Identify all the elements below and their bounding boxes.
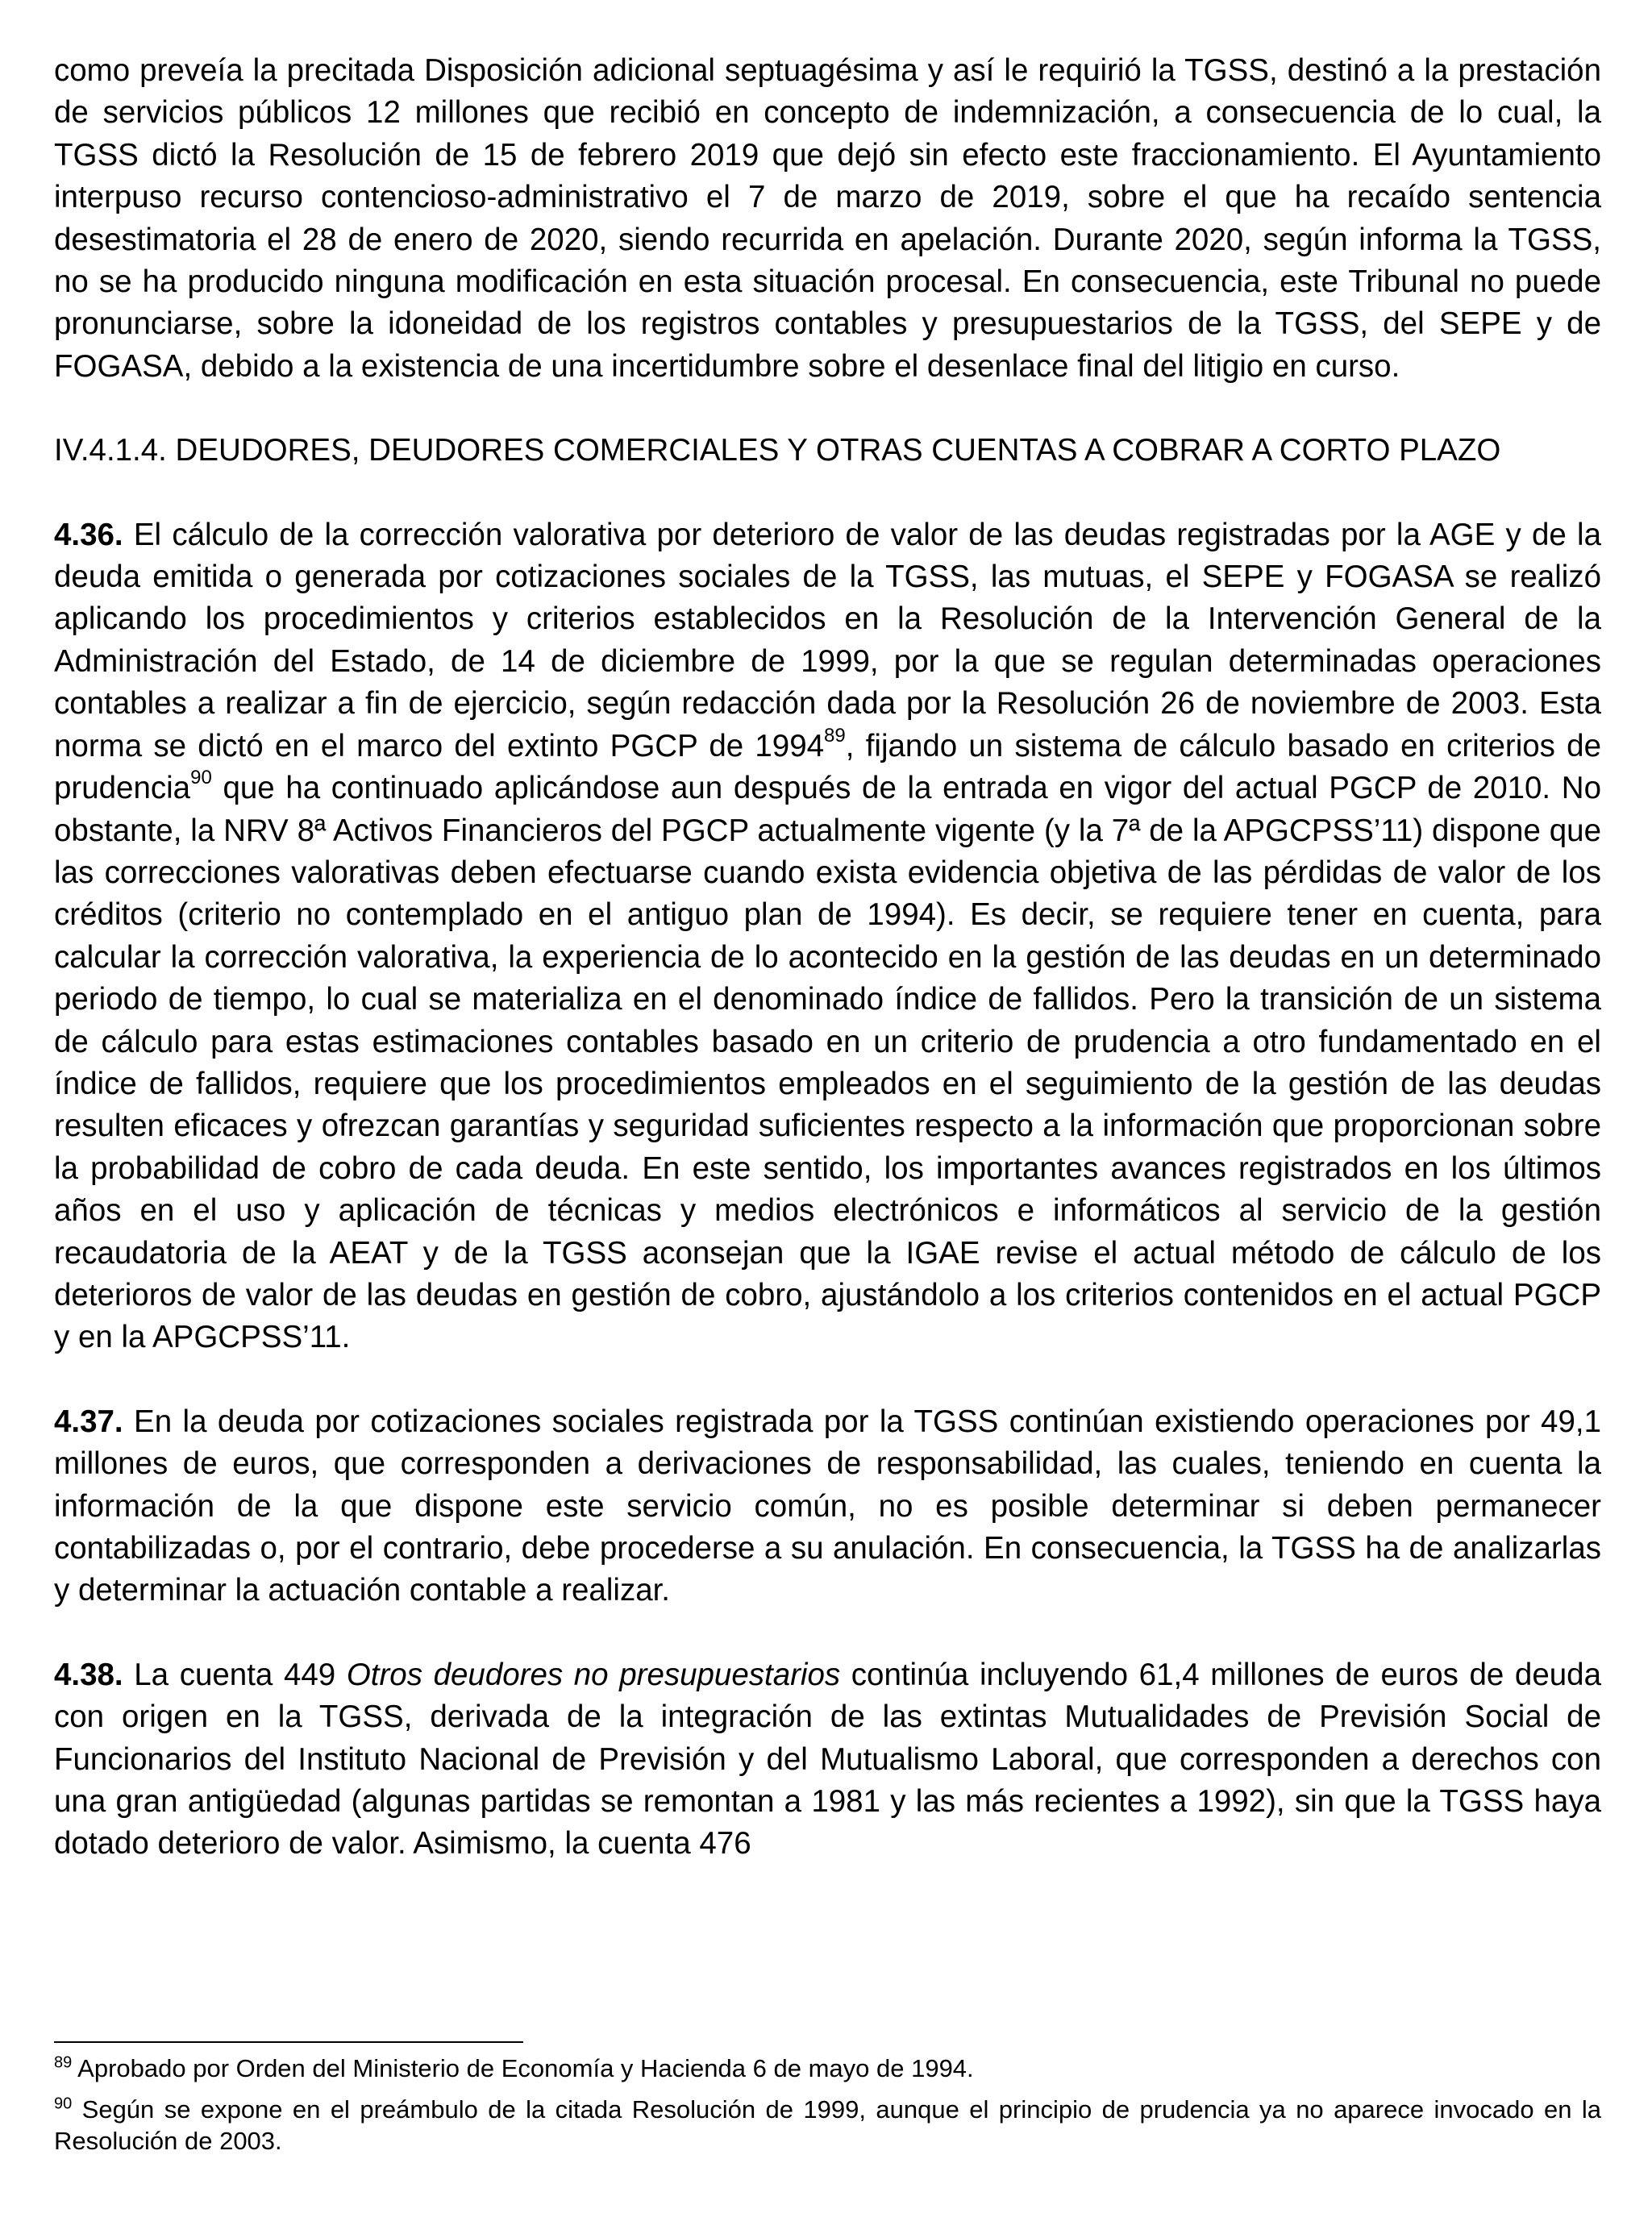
paragraph-text: , fijando un sistema de cálculo basado en criterios de prudencia [54,728,1601,806]
document-body [54,50,1601,1866]
spacer [54,1612,1601,1654]
footnote-90 [54,2094,1601,2157]
footnote-divider [54,2041,523,2043]
footnote-ref-89[interactable]: 89 [824,724,846,747]
spacer [54,1359,1601,1401]
paragraph-4-37 [54,1401,1601,1612]
paragraph-text: El cálculo de la corrección valorativa por deterioro de valor de las deudas registradas por la AGE y de la deuda emitida o generada por cotizaciones sociales de la TGSS, las mutuas, el SEPE y FOGASA se realizó aplicando los procedimientos y criterios establecidos en la Resolución de la Intervención General de la Administración del Estado, de 14 de diciembre de 1999, por la que se regulan determinadas operaciones contables a realizar a fin de ejercicio, según redacción dada por la Resolución 26 de noviembre de 2003. Esta norma se dictó en el marco del extinto PGCP de 1994 [54,517,1601,763]
footnotes [54,2053,1601,2166]
account-name-italic: Otros deudores no presupuestarios [346,1657,841,1692]
footnote-text: Según se expone en el preámbulo de la citada Resolución de 1999, aunque el principio de prudencia ya no aparece invocado en la Resolución de 2003. [54,2095,1601,2155]
spacer [54,388,1601,430]
intro-paragraph: como preveía la precitada Disposición adicional septuagésima y así le requirió la TGSS, destinó a la prestación de servicios públicos 12 millones que recibió en concepto de indemnización, a consecuencia de lo cual, la TGSS dictó la Resolución de 15 de febrero 2019 que dejó sin efecto este fraccionamiento. El Ayuntamiento interpuso recurso contencioso-administrativo el 7 de marzo de 2019, sobre el que ha recaído sentencia desestimatoria el 28 de enero de 2020, siendo recurrida en apelación. Durante 2020, según informa la TGSS, no se ha producido ninguna modificación en esta situación procesal. En consecuencia, este Tribunal no puede pronunciarse, sobre la idoneidad de los registros contables y presupuestarios de la TGSS, del SEPE y de FOGASA, debido a la existencia de una incertidumbre sobre el desenlace final del litigio en curso. [54,53,1601,384]
paragraph-text: La cuenta 449 [123,1657,347,1692]
paragraph-text: continúa incluyendo 61,4 millones de euros de deuda con origen en la TGSS, derivada de la integración de las extintas Mutualidades de Previsión Social de Funcionarios del Instituto Nacional de Previsión y del Mutualismo Laboral, que corresponden a derechos con una gran antigüedad (algunas partidas se remontan a 1981 y las más recientes a 1992), sin que la TGSS haya dotado deterioro de valor. Asimismo, la cuenta 476 [54,1657,1601,1862]
paragraph-4-36 [54,514,1601,1359]
footnote-mark: 90 [54,2094,73,2113]
paragraph-4-38 [54,1654,1601,1866]
paragraph-number: 4.36. [54,517,123,552]
paragraph-number: 4.38. [54,1657,123,1692]
footnote-89 [54,2053,1601,2084]
section-heading: IV.4.1.4. DEUDORES, DEUDORES COMERCIALES Y OTRAS CUENTAS A COBRAR A CORTO PLAZO [54,433,1501,468]
paragraph-text: que ha continuado aplicándose aun después de la entrada en vigor del actual PGCP de 2010. No obstante, la NRV 8ª Activos Financieros del PGCP actualmente vigente (y la 7ª de la APGCPSS’11) dispone que las correcciones valorativas deben efectuarse cuando exista evidencia objetiva de las pérdidas de valor de los créditos (criterio no contemplado en el antiguo plan de 1994). Es decir, se requiere tener en cuenta, para calcular la corrección valorativa, la experiencia de lo acontecido en la gestión de las deudas en un determinado periodo de tiempo, lo cual se materializa en el denominado índice de fallidos. Pero la transición de un sistema de cálculo para estas estimaciones contables basado en un criterio de prudencia a otro fundamentado en el índice de fallidos, requiere que los procedimientos empleados en el seguimiento de la gestión de las deudas resulten eficaces y ofrezcan garantías y seguridad suficientes respecto a la información que proporcionan sobre la probabilidad de cobro de cada deuda. En este sentido, los importantes avances registrados en los últimos años en el uso y aplicación de técnicas y medios electrónicos e informáticos al servicio de la gestión recaudatoria de la AEAT y de la TGSS aconsejan que la IGAE revise el actual método de cálculo de los deterioros de valor de las deudas en gestión de cobro, ajustándolo a los criterios contenidos en el actual PGCP y en la APGCPSS’11. [54,771,1601,1355]
paragraph-number: 4.37. [54,1404,123,1439]
footnote-text: Aprobado por Orden del Ministerio de Economía y Hacienda 6 de mayo de 1994. [72,2054,974,2082]
footnote-ref-90[interactable]: 90 [190,767,212,789]
spacer [54,472,1601,514]
footnote-mark: 89 [54,2053,73,2072]
paragraph-text: En la deuda por cotizaciones sociales registrada por la TGSS continúan existiendo operaciones por 49,1 millones de euros, que corresponden a derivaciones de responsabilidad, las cuales, teniendo en cuenta la información de la que dispone este servicio común, no es posible determinar si deben permanecer contabilizadas o, por el contrario, debe procederse a su anulación. En consecuencia, la TGSS ha de analizarlas y determinar la actuación contable a realizar. [54,1404,1601,1608]
